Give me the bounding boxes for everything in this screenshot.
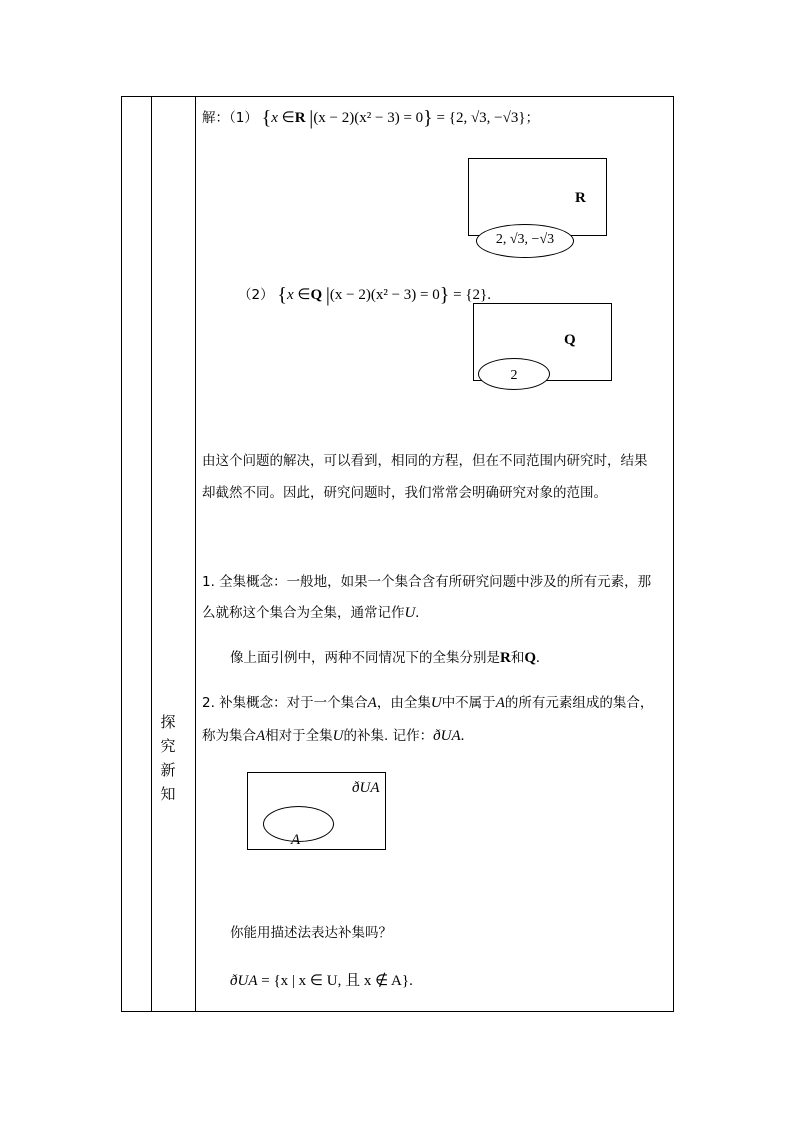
table-divider-1 bbox=[151, 97, 152, 1011]
table-divider-2 bbox=[195, 97, 196, 1011]
text: 相对于全集 bbox=[265, 728, 333, 744]
concept1-example bbox=[230, 646, 540, 667]
text: 的补集. 记作： bbox=[343, 728, 434, 744]
equation-1: (x − 2)(x² − 3) = 0 bbox=[313, 110, 424, 126]
venn-ellipse-1 bbox=[476, 224, 574, 258]
var-a: A bbox=[256, 728, 266, 744]
venn-label-q: Q bbox=[564, 332, 576, 348]
result-2: {2}. bbox=[465, 287, 491, 303]
row-label-char: 知 bbox=[160, 785, 176, 803]
venn-label-r: R bbox=[575, 190, 586, 206]
example-and: 和 bbox=[510, 650, 525, 666]
period: . bbox=[460, 728, 465, 744]
var-u: U bbox=[404, 605, 416, 621]
row-label-char: 探 bbox=[160, 713, 176, 731]
concept1-line2-text: 么就称这个集合为全集，通常记作 bbox=[202, 605, 405, 621]
example-text: 像上面引例中，两种不同情况下的全集分别是 bbox=[230, 650, 500, 666]
row-label bbox=[153, 710, 183, 806]
result-1: {2, √3, −√3} bbox=[448, 110, 526, 126]
concept2-line1 bbox=[202, 691, 653, 712]
concept2-line2 bbox=[202, 724, 464, 745]
var-u: U bbox=[430, 695, 442, 711]
solution-part1: 解：（1） {x ∈R |(x − 2)(x² − 3) = 0} = {2, √3, −√3}； bbox=[202, 107, 540, 129]
row-label-char: 新 bbox=[160, 761, 176, 779]
text: 2. 补集概念：对于一个集合 bbox=[202, 695, 368, 711]
field-q: Q bbox=[310, 287, 323, 303]
row-label-char: 究 bbox=[160, 737, 176, 755]
in-symbol: ∈ bbox=[281, 110, 295, 126]
in-symbol: ∈ bbox=[297, 287, 311, 303]
paragraph1-line1: 由这个问题的解决，可以看到，相同的方程，但在不同范围内研究时，结果 bbox=[202, 453, 648, 469]
equation-2: (x − 2)(x² − 3) = 0 bbox=[329, 287, 440, 303]
answer-set: {x | x ∈ U, 且 x ∉ A}. bbox=[273, 973, 413, 989]
period: . bbox=[536, 650, 540, 666]
venn-ellipse-2 bbox=[478, 358, 550, 390]
example-r: R bbox=[500, 650, 511, 666]
text: ，由全集 bbox=[376, 695, 431, 711]
venn-ellipse-label-2: 2 bbox=[510, 368, 518, 383]
answer bbox=[230, 969, 413, 990]
solution-lead: 解： bbox=[202, 110, 229, 126]
field-r: R bbox=[294, 110, 306, 126]
paragraph1-line2: 却截然不同。因此，研究问题时，我们常常会明确研究对象的范围。 bbox=[202, 485, 607, 501]
venn-set-label: A bbox=[291, 832, 301, 848]
text: 中不属于 bbox=[441, 695, 496, 711]
part1-tag: （1） bbox=[229, 110, 258, 126]
venn-complement-label: ðUA bbox=[352, 780, 380, 796]
complement-notation: ðUA bbox=[433, 728, 461, 744]
set-var: x bbox=[286, 287, 294, 303]
answer-lhs: ðUA bbox=[230, 973, 258, 989]
concept1-line1: 1. 全集概念：一般地，如果一个集合含有所研究问题中涉及的所有元素，那 bbox=[202, 574, 652, 590]
example-q: Q bbox=[524, 650, 537, 666]
set-var: x bbox=[271, 110, 278, 126]
venn-ellipse-label-1: 2, √3, −√3 bbox=[495, 232, 555, 247]
text: 的所有元素组成的集合， bbox=[504, 695, 654, 711]
part1-end: ； bbox=[525, 110, 540, 126]
text: 称为集合 bbox=[202, 728, 256, 744]
var-a: A bbox=[367, 695, 377, 711]
answer-eq: = bbox=[261, 973, 270, 989]
period: . bbox=[415, 605, 420, 621]
question: 你能用描述法表达补集吗？ bbox=[230, 925, 392, 941]
solution-part2: （2） {x ∈Q |(x − 2)(x² − 3) = 0} = {2}. bbox=[238, 284, 491, 306]
part2-tag: （2） bbox=[238, 287, 274, 303]
var-u: U bbox=[332, 728, 344, 744]
var-a: A bbox=[495, 695, 505, 711]
concept1-line2 bbox=[202, 601, 419, 622]
